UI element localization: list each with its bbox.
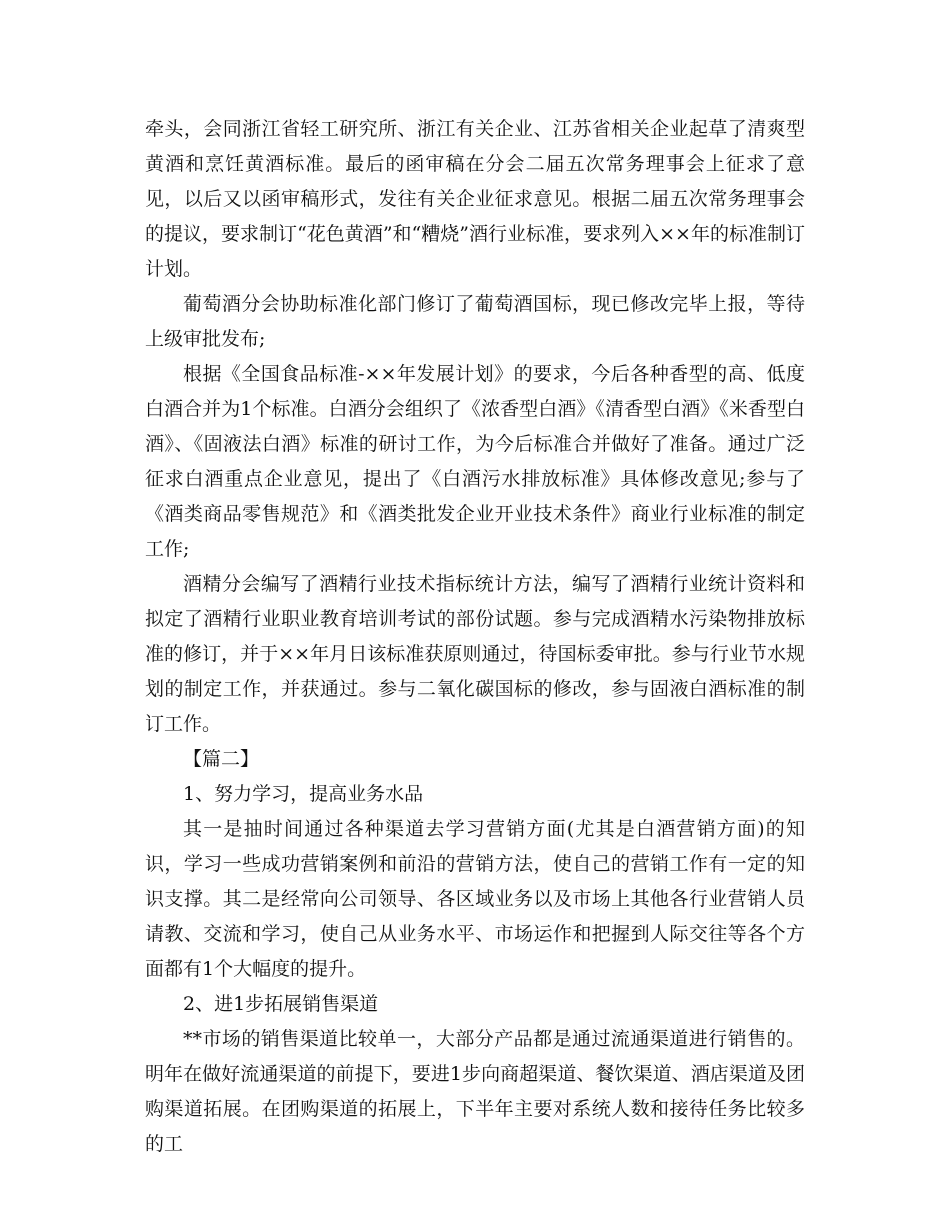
paragraph-channels: **市场的销售渠道比较单一，大部分产品都是通过流通渠道进行销售的。明年在做好流通渠道的前提下，要进1步向商超渠道、餐饮渠道、酒店渠道及团购渠道拓展。在团购渠道的拓展上，下半年主要对系统人数和接待任务比较多的工: [145, 1028, 805, 1155]
list-heading-study: 1、努力学习，提高业务水品: [183, 783, 424, 805]
document-body: [145, 112, 805, 1162]
paragraph-baijiu: 根据《全国食品标准-××年发展计划》的要求，今后各种香型的高、低度白酒合并为1个标准。白酒分会组织了《浓香型白酒》《清香型白酒》《米香型白酒》、《固液法白酒》标准的研讨工作，为今后标准合并做好了准备。通过广泛征求白酒重点企业意见，提出了《白酒污水排放标准》具体修改意见;参与了《酒类商品零售规范》和《酒类批发企业开业技术条件》商业行业标准的制定工作;: [145, 363, 805, 560]
paragraph-putaojiu: 葡萄酒分会协助标准化部门修订了葡萄酒国标，现已修改完毕上报，等待上级审批发布;: [145, 293, 805, 350]
paragraph-study: 其一是抽时间通过各种渠道去学习营销方面(尤其是白酒营销方面)的知识，学习一些成功营销案例和前沿的营销方法，使自己的营销工作有一定的知识支撑。其二是经常向公司领导、各区域业务以及市场上其他各行业营销人员请教、交流和学习，使自己从业务水平、市场运作和把握到人际交往等各个方面都有1个大幅度的提升。: [145, 818, 805, 980]
paragraph-jiujing: 酒精分会编写了酒精行业技术指标统计方法，编写了酒精行业统计资料和拟定了酒精行业职业教育培训考试的部份试题。参与完成酒精水污染物排放标准的修订，并于××年月日该标准获原则通过，待国标委审批。参与行业节水规划的制定工作，并获通过。参与二氧化碳国标的修改，参与固液白酒标准的制订工作。: [145, 573, 805, 735]
section-heading-pian-er: 【篇二】: [183, 748, 260, 770]
paragraph-continuation-huangjiu: 牵头，会同浙江省轻工研究所、浙江有关企业、江苏省相关企业起草了清爽型黄酒和烹饪黄酒标准。最后的函审稿在分会二届五次常务理事会上征求了意见，以后又以函审稿形式，发往有关企业征求意见。根据二届五次常务理事会的提议，要求制订“花色黄酒”和“糟烧”酒行业标准，要求列入××年的标准制订计划。: [145, 118, 805, 280]
list-heading-channels: 2、进1步拓展销售渠道: [183, 993, 379, 1015]
